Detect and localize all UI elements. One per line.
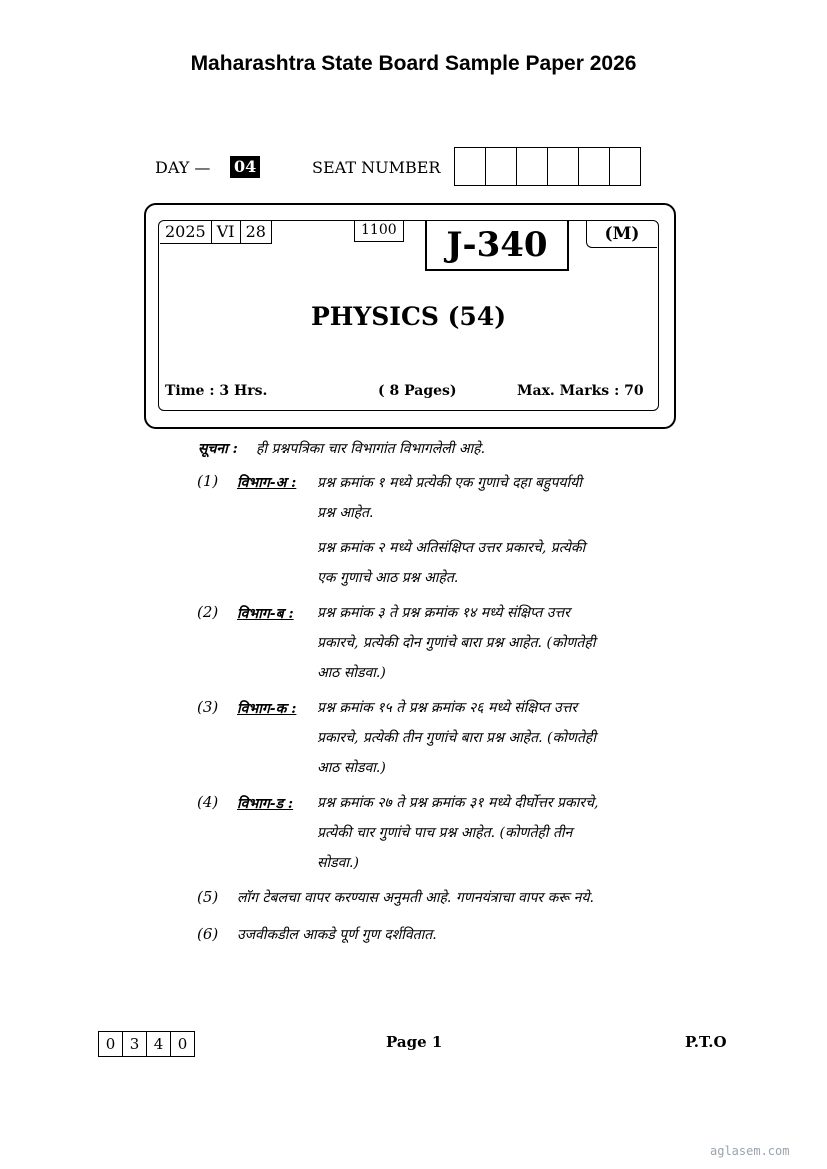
instruction-line: प्रश्न क्रमांक २ मध्ये अतिसंक्षिप्त उत्तर प्रकारचे, प्रत्येकी: [317, 540, 586, 556]
instruction-line: प्रकारचे, प्रत्येकी दोन गुणांचे बारा प्रश्न आहेत. (कोणतेही: [317, 635, 596, 651]
pto-label: P.T.O: [685, 1033, 727, 1051]
instruction-number: (6): [197, 925, 219, 943]
section-label: विभाग-ब :: [237, 606, 294, 622]
instruction-line: प्रश्न क्रमांक १ मध्ये प्रत्येकी एक गुणाचे दहा बहुपर्यायी: [317, 475, 582, 491]
instruction-line: प्रत्येकी चार गुणांचे पाच प्रश्न आहेत. (कोणतेही तीन: [317, 825, 573, 841]
instruction-number: (4): [197, 793, 219, 811]
instruction-number: (2): [197, 603, 219, 621]
instruction-number: (3): [197, 698, 219, 716]
section-label: विभाग-क :: [237, 701, 297, 717]
code-number: 1100: [354, 220, 404, 242]
seat-number-boxes: [454, 147, 641, 186]
instructions-label: सूचना :: [198, 441, 238, 457]
pages-info: ( 8 Pages): [378, 383, 457, 399]
section-label: विभाग-ड :: [237, 796, 294, 812]
seat-box: [578, 148, 609, 185]
instruction-line: एक गुणाचे आठ प्रश्न आहेत.: [317, 570, 459, 586]
paper-code: J-340: [425, 221, 569, 271]
day-label: DAY —: [155, 158, 211, 177]
subject-title: PHYSICS (54): [310, 302, 507, 331]
code-month: VI: [211, 221, 240, 243]
seat-box: [455, 148, 485, 185]
footer-digit: 3: [122, 1032, 146, 1056]
time-info: Time : 3 Hrs.: [165, 383, 268, 399]
code-year: 2025: [165, 222, 206, 241]
footer-digit: 0: [105, 1035, 116, 1053]
instruction-line: आठ सोडवा.): [317, 665, 386, 681]
footer-digit: 0: [170, 1032, 194, 1056]
page-title: Maharashtra State Board Sample Paper 2026: [190, 52, 637, 75]
exam-date-codes: [160, 221, 272, 244]
watermark-link[interactable]: aglasem.com: [710, 1144, 790, 1158]
footer-digit: 4: [146, 1032, 170, 1056]
instruction-line: प्रश्न क्रमांक १५ ते प्रश्न क्रमांक २६ मध्ये संक्षिप्त उत्तर: [317, 700, 578, 716]
code-day: 28: [240, 221, 271, 243]
instruction-line: प्रश्न क्रमांक ३ ते प्रश्न क्रमांक १४ मध्ये संक्षिप्त उत्तर: [317, 605, 570, 621]
medium-code: (M): [586, 221, 657, 248]
instruction-line: प्रकारचे, प्रत्येकी तीन गुणांचे बारा प्रश्न आहेत. (कोणतेही: [317, 730, 596, 746]
max-marks-info: Max. Marks : 70: [517, 383, 644, 399]
instruction-number: (5): [197, 888, 219, 906]
seat-number-label: SEAT NUMBER: [312, 158, 441, 177]
instruction-line: प्रश्न आहेत.: [317, 505, 374, 521]
instructions-intro: ही प्रश्नपत्रिका चार विभागांत विभागलेली आहे.: [256, 441, 486, 457]
section-label: विभाग-अ :: [237, 475, 297, 491]
instruction-line: आठ सोडवा.): [317, 760, 386, 776]
instruction-line: प्रश्न क्रमांक २७ ते प्रश्न क्रमांक ३१ मध्ये दीर्घोत्तर प्रकारचे,: [317, 795, 599, 811]
footer-code-boxes: [98, 1031, 195, 1057]
instruction-line: उजवीकडील आकडे पूर्ण गुण दर्शवितात.: [237, 927, 437, 943]
seat-box: [547, 148, 578, 185]
instruction-number: (1): [197, 472, 219, 490]
seat-box: [516, 148, 547, 185]
seat-box: [485, 148, 516, 185]
instruction-line: सोडवा.): [317, 855, 359, 871]
instruction-line: लॉग टेबलचा वापर करण्यास अनुमती आहे. गणनयंत्राचा वापर करू नये.: [237, 890, 594, 906]
day-value: 04: [230, 156, 260, 178]
page-number: Page 1: [386, 1033, 443, 1051]
seat-box: [609, 148, 640, 185]
